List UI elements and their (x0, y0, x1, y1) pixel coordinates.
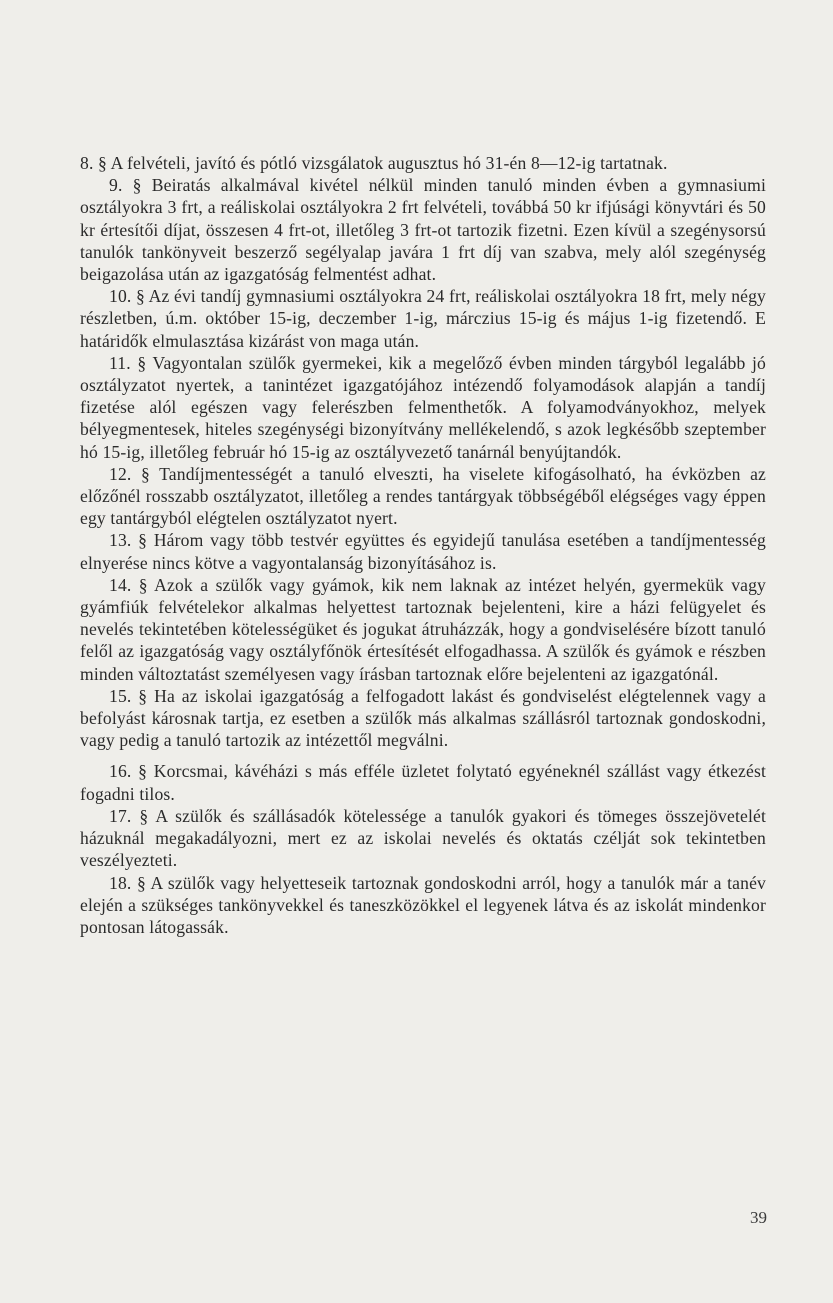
page-number: 39 (750, 1208, 767, 1227)
paragraph-10: 10. § Az évi tandíj gymnasiumi osztályokra 24 frt, reáliskolai osztályokra 18 frt, mely négy részletben, ú.m. október 15-ig, deczember 1-ig, márczius 15-ig és május 1-ig fizetendő. E határidők elmulasztása kizárást von maga után. (80, 286, 766, 351)
paragraph-11: 11. § Vagyontalan szülők gyermekei, kik a megelőző évben minden tárgyból legalább jó osztályzatot nyertek, a tanintézet igazgatójához intézendő folyamodások alapján a tandíj fizetése alól egészen vagy felerészben felmenthetők. A folyamodványokhoz, melyek bélyegmentesek, hiteles szegénységi bizonyítvány mellékelendő, s azok legkésőbb szeptember hó 15-ig, illetőleg február hó 15-ig az osztályvezető tanárnál benyújtandók. (80, 352, 766, 462)
paragraph-9: 9. § Beiratás alkalmával kivétel nélkül minden tanuló minden évben a gymnasiumi osztályokra 3 frt, a reáliskolai osztályokra 2 frt felvételi, továbbá 50 kr ifjúsági könyvtári és 50 kr értesítői díjat, összesen 4 frt-ot, illetőleg 3 frt-ot tartozik fizetni. Ezen kívül a szegénysorsú tanulók tankönyveit beszerző segélyalap javára 1 frt díj van szabva, mely alól szegénység beigazolása után az igazgatóság felmentést adhat. (80, 175, 766, 285)
paragraph-13: 13. § Három vagy több testvér együttes és egyidejű tanulása esetében a tandíjmentesség elnyerése nincs kötve a vagyontalanság bizonyításához is. (80, 530, 766, 573)
body-text (80, 152, 766, 938)
paragraph-16: 16. § Korcsmai, kávéházi s más efféle üzletet folytató egyéneknél szállást vagy étkezést fogadni tilos. (80, 761, 766, 804)
paragraph-17: 17. § A szülők és szállásadók kötelessége a tanulók gyakori és tömeges összejövetelét házuknál megakadályozni, mert ez az iskolai nevelés és oktatás czélját sok tekintetben veszélyezteti. (80, 805, 766, 871)
paragraph-8: 8. § A felvételi, javító és pótló vizsgálatok augusztus hó 31-én 8—12-ig tartatnak. (80, 153, 668, 173)
paragraph-15: 15. § Ha az iskolai igazgatóság a felfogadott lakást és gondviselést elégtelennek vagy a befolyást károsnak tartja, ez esetben a szülők más alkalmas szállásról tartoznak gondoskodni, vagy pedig a tanuló tartozik az intézettől megválni. (80, 685, 766, 751)
paragraph-18: 18. § A szülők vagy helyetteseik tartoznak gondoskodni arról, hogy a tanulók már a tanév elején a szükséges tankönyvekkel és taneszközökkel el legyenek látva és az iskolát mindenkor pontosan látogassák. (80, 872, 766, 937)
paragraph-12: 12. § Tandíjmentességét a tanuló elveszti, ha viselete kifogásolható, ha évközben az előzőnél rosszabb osztályzatot, illetőleg a rendes tantárgyak többségéből elégséges vagy éppen egy tantárgyból elégtelen osztályzatot nyert. (80, 463, 766, 529)
paragraph-14: 14. § Azok a szülők vagy gyámok, kik nem laknak az intézet helyén, gyermekük vagy gyámfiúk felvételekor alkalmas helyettest tartoznak bejelenteni, kire a házi felügyelet és nevelés tekintetében kötelességüket és jogukat átruházzák, hogy a gondviselésére bízott tanuló felől az igazgatóság vagy osztályfőnök értesítését elfogadhassa. A szülők és gyámok e részben minden változtatást személyesen vagy írásban tartoznak előre bejelenteni az igazgatónál. (80, 574, 766, 684)
